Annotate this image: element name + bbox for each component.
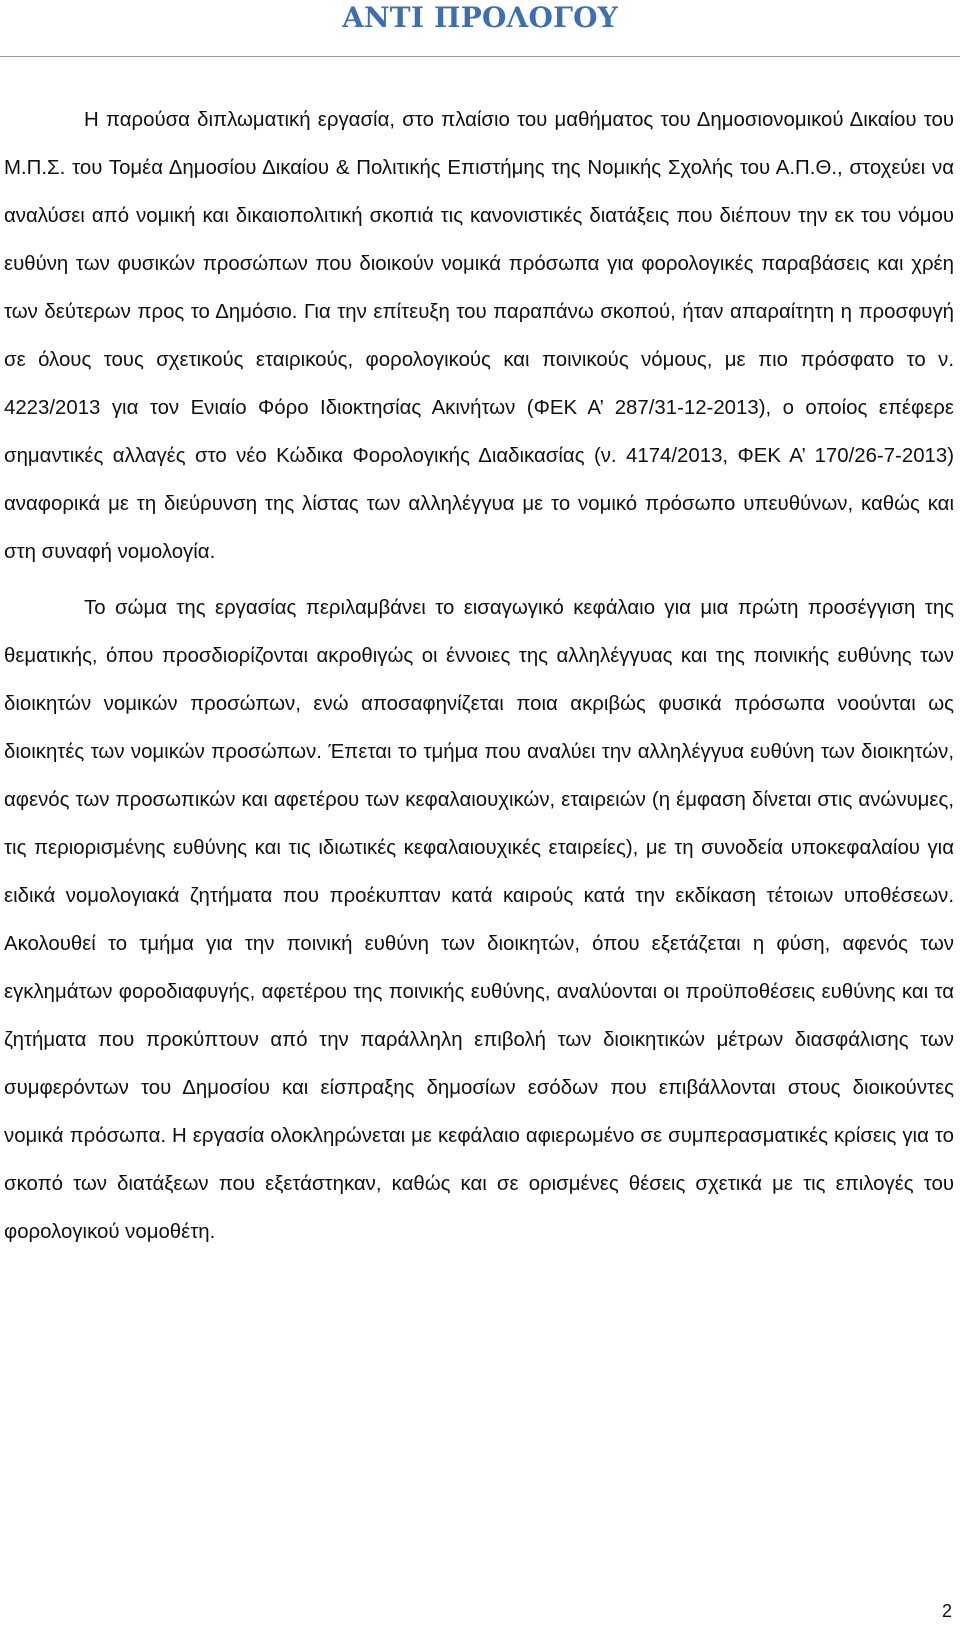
title-divider [0, 56, 960, 57]
body-text [4, 96, 954, 1264]
paragraph-structure: Το σώμα της εργασίας περιλαμβάνει το εισαγωγικό κεφάλαιο για μια πρώτη προσέγγιση της θεματικής, όπου προσδιορίζονται ακροθιγώς οι έννοιες της αλληλέγγυας και της ποινικής ευθύνης των διοικητών νομικών προσώπων, ενώ αποσαφηνίζεται ποια ακριβώς φυσικά πρόσωπα νοούνται ως διοικητές των νομικών προσώπων. Έπεται το τμήμα που αναλύει την αλληλέγγυα ευθύνη των διοικητών, αφενός των προσωπικών και αφετέρου των κεφαλαιουχικών, εταιρειών (η έμφαση δίνεται στις ανώνυμες, τις περιορισμένης ευθύνης και τις ιδιωτικές κεφαλαιουχικές εταιρείες), με τη συνοδεία υποκεφαλαίου για ειδικά νομολογιακά ζητήματα που προέκυπταν κατά καιρούς κατά την εκδίκαση τέτοιων υποθέσεων. Ακολουθεί το τμήμα για την ποινική ευθύνη των διοικητών, όπου εξετάζεται η φύση, αφενός των εγκλημάτων φοροδιαφυγής, αφετέρου της ποινικής ευθύνης, αναλύονται οι προϋποθέσεις ευθύνης και τα ζητήματα που προκύπτουν από την παράλληλη επιβολή των διοικητικών μέτρων διασφάλισης των συμφερόντων του Δημοσίου και είσπραξης δημοσίων εσόδων που επιβάλλονται στους διοικούντες νομικά πρόσωπα. Η εργασία ολοκληρώνεται με κεφάλαιο αφιερωμένο σε συμπερασματικές κρίσεις για το σκοπό των διατάξεων που εξετάστηκαν, καθώς και σε ορισμένες θέσεις σχετικά με τις επιλογές του φορολογικού νομοθέτη. [4, 597, 954, 1243]
paragraph-intro: Η παρούσα διπλωματική εργασία, στο πλαίσιο του μαθήματος του Δημοσιονομικού Δικαίου του Μ.Π.Σ. του Τομέα Δημοσίου Δικαίου & Πολιτικής Επιστήμης της Νομικής Σχολής του Α.Π.Θ., στοχεύει να αναλύσει από νομική και δικαιοπολιτική σκοπιά τις κανονιστικές διατάξεις που διέπουν την εκ του νόμου ευθύνη των φυσικών προσώπων που διοικούν νομικά πρόσωπα για φορολογικές παραβάσεις και χρέη των δεύτερων προς το Δημόσιο. Για την επίτευξη του παραπάνω σκοπού, ήταν απαραίτητη η προσφυγή σε όλους τους σχετικούς εταιρικούς, φορολογικούς και ποινικούς νόμους, με πιο πρόσφατο το ν. 4223/2013 για τον Ενιαίο Φόρο Ιδιοκτησίας Ακινήτων (ΦΕΚ Α’ 287/31-12-2013), ο οποίος επέφερε σημαντικές αλλαγές στο νέο Κώδικα Φορολογικής Διαδικασίας (ν. 4174/2013, ΦΕΚ Α’ 170/26-7-2013) αναφορικά με τη διεύρυνση της λίστας των αλληλέγγυα με το νομικό πρόσωπο υπευθύνων, καθώς και στη συναφή νομολογία. [4, 109, 954, 563]
page-title: ΑΝΤΙ ΠΡΟΛΟΓΟΥ [342, 1, 618, 34]
page-number: 2 [941, 1601, 952, 1621]
